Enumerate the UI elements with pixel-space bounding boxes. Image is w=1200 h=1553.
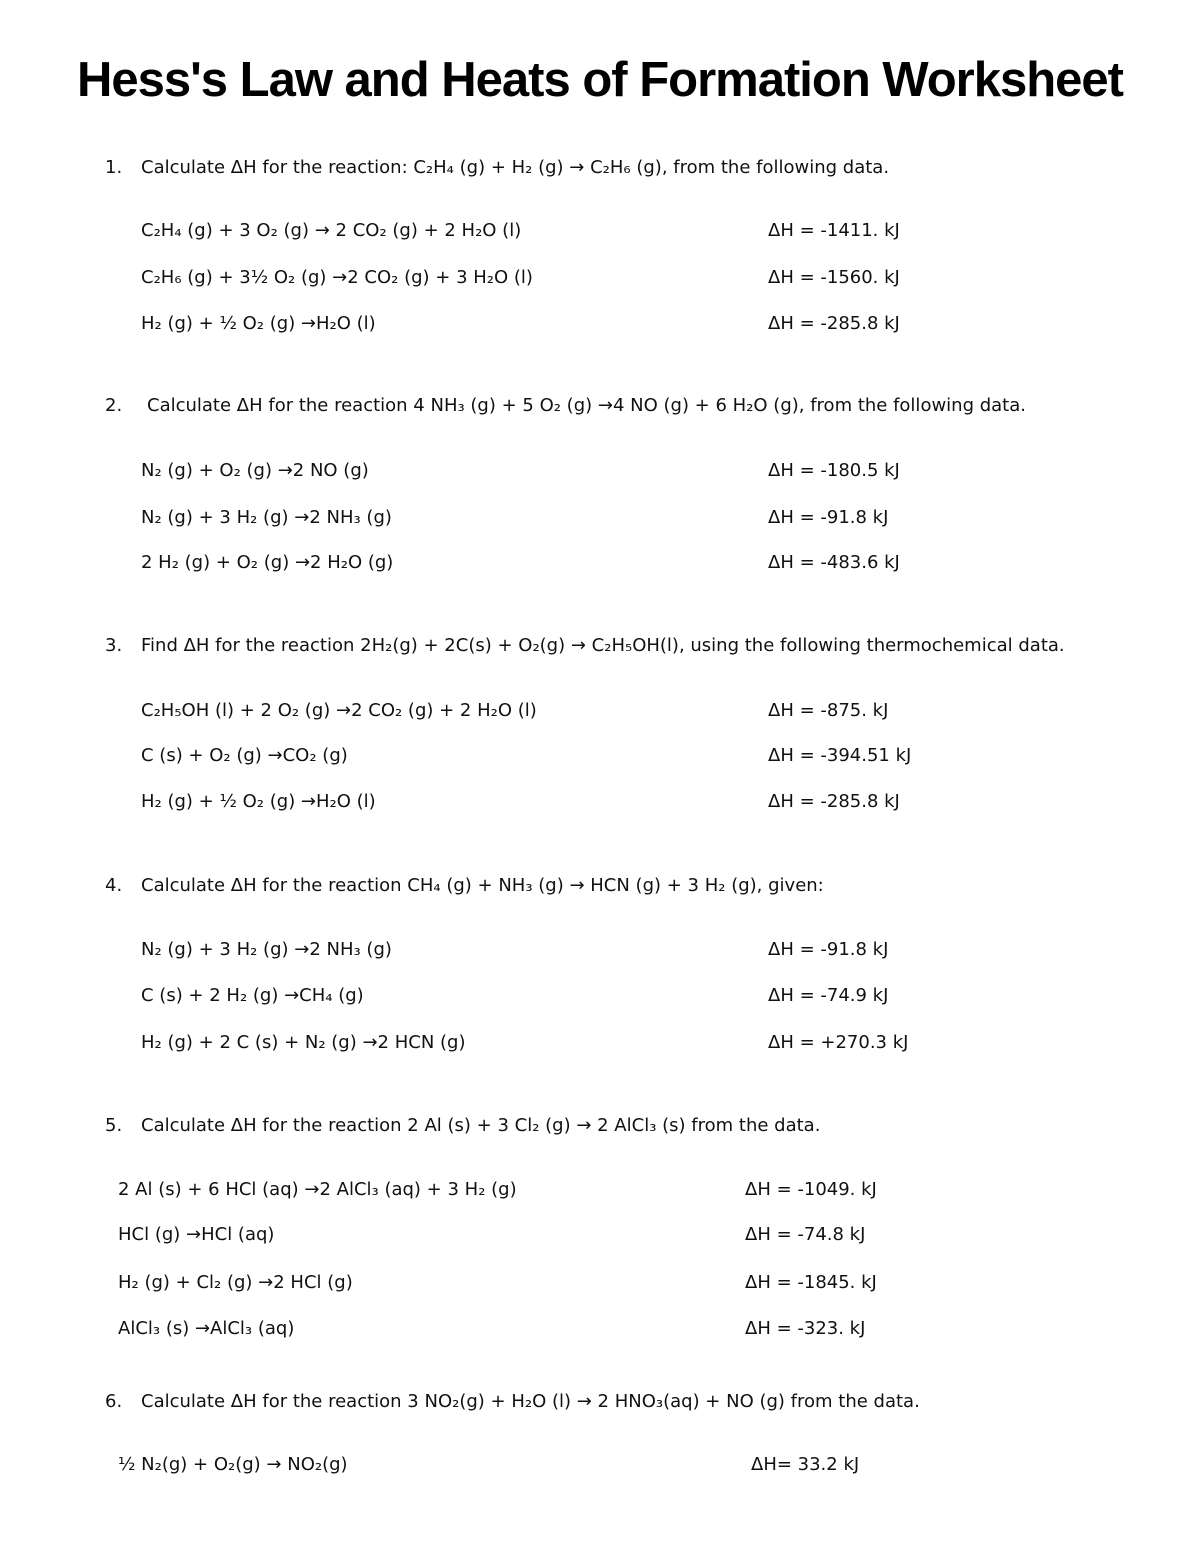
reaction-equation: C₂H₄ (g) + 3 O₂ (g) → 2 CO₂ (g) + 2 H₂O (l) xyxy=(141,220,522,241)
enthalpy-value: ΔH = -483.6 kJ xyxy=(768,552,900,573)
question-text: Calculate ΔH for the reaction 3 NO₂(g) + H₂O (l) → 2 HNO₃(aq) + NO (g) from the data. xyxy=(141,1391,920,1412)
question-number: 2. xyxy=(105,395,123,416)
enthalpy-value: ΔH = -180.5 kJ xyxy=(768,460,900,481)
reaction-equation: N₂ (g) + 3 H₂ (g) →2 NH₃ (g) xyxy=(141,939,392,960)
reaction-equation: H₂ (g) + 2 C (s) + N₂ (g) →2 HCN (g) xyxy=(141,1032,466,1053)
question-number: 6. xyxy=(105,1391,123,1412)
question-number: 3. xyxy=(105,635,123,656)
enthalpy-value: ΔH = -91.8 kJ xyxy=(768,507,889,528)
enthalpy-value: ΔH = +270.3 kJ xyxy=(768,1032,909,1053)
enthalpy-value: ΔH = -74.9 kJ xyxy=(768,985,889,1006)
reaction-equation: C (s) + O₂ (g) →CO₂ (g) xyxy=(141,745,348,766)
reaction-equation: C₂H₅OH (l) + 2 O₂ (g) →2 CO₂ (g) + 2 H₂O (l) xyxy=(141,700,537,721)
enthalpy-value: ΔH = -1560. kJ xyxy=(768,267,900,288)
reaction-equation: 2 H₂ (g) + O₂ (g) →2 H₂O (g) xyxy=(141,552,394,573)
enthalpy-value: ΔH = -285.8 kJ xyxy=(768,791,900,812)
reaction-equation: N₂ (g) + 3 H₂ (g) →2 NH₃ (g) xyxy=(141,507,392,528)
enthalpy-value: ΔH = -74.8 kJ xyxy=(745,1224,866,1245)
reaction-equation: H₂ (g) + ½ O₂ (g) →H₂O (l) xyxy=(141,791,376,812)
reaction-equation: HCl (g) →HCl (aq) xyxy=(118,1224,275,1245)
enthalpy-value: ΔH = -323. kJ xyxy=(745,1318,866,1339)
enthalpy-value: ΔH = -285.8 kJ xyxy=(768,313,900,334)
reaction-equation: AlCl₃ (s) →AlCl₃ (aq) xyxy=(118,1318,295,1339)
enthalpy-value: ΔH = -1845. kJ xyxy=(745,1272,877,1293)
enthalpy-value: ΔH = -1049. kJ xyxy=(745,1179,877,1200)
reaction-equation: C₂H₆ (g) + 3½ O₂ (g) →2 CO₂ (g) + 3 H₂O (l) xyxy=(141,267,533,288)
question-text: Find ΔH for the reaction 2H₂(g) + 2C(s) + O₂(g) → C₂H₅OH(l), using the following thermochemical data. xyxy=(141,635,1065,656)
enthalpy-value: ΔH = -394.51 kJ xyxy=(768,745,912,766)
reaction-equation: N₂ (g) + O₂ (g) →2 NO (g) xyxy=(141,460,369,481)
reaction-equation: C (s) + 2 H₂ (g) →CH₄ (g) xyxy=(141,985,364,1006)
question-number: 4. xyxy=(105,875,123,896)
enthalpy-value: ΔH = -875. kJ xyxy=(768,700,889,721)
question-text: Calculate ΔH for the reaction 2 Al (s) + 3 Cl₂ (g) → 2 AlCl₃ (s) from the data. xyxy=(141,1115,821,1136)
question-text: Calculate ΔH for the reaction CH₄ (g) + NH₃ (g) → HCN (g) + 3 H₂ (g), given: xyxy=(141,875,824,896)
question-text: Calculate ΔH for the reaction 4 NH₃ (g) + 5 O₂ (g) →4 NO (g) + 6 H₂O (g), from the following data. xyxy=(147,395,1026,416)
enthalpy-value: ΔH= 33.2 kJ xyxy=(751,1454,860,1475)
worksheet-title: Hess's Law and Heats of Formation Worksheet xyxy=(76,53,1123,107)
question-text: Calculate ΔH for the reaction: C₂H₄ (g) + H₂ (g) → C₂H₆ (g), from the following data. xyxy=(141,157,890,178)
reaction-equation: H₂ (g) + ½ O₂ (g) →H₂O (l) xyxy=(141,313,376,334)
reaction-equation: H₂ (g) + Cl₂ (g) →2 HCl (g) xyxy=(118,1272,353,1293)
question-number: 1. xyxy=(105,157,123,178)
question-number: 5. xyxy=(105,1115,123,1136)
enthalpy-value: ΔH = -91.8 kJ xyxy=(768,939,889,960)
reaction-equation: ½ N₂(g) + O₂(g) → NO₂(g) xyxy=(118,1454,348,1475)
enthalpy-value: ΔH = -1411. kJ xyxy=(768,220,900,241)
reaction-equation: 2 Al (s) + 6 HCl (aq) →2 AlCl₃ (aq) + 3 H₂ (g) xyxy=(118,1179,517,1200)
